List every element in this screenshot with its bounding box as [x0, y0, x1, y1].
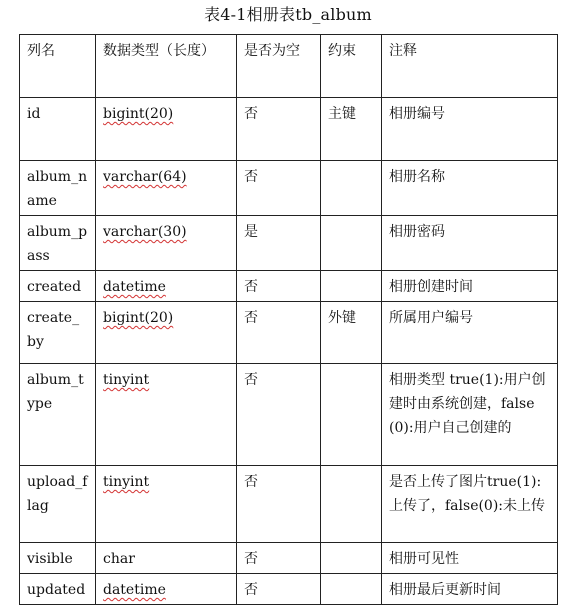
- cell-comment: 相册最后更新时间: [382, 574, 558, 605]
- cell-constraint: [321, 271, 382, 302]
- cell-nullable: 否: [237, 364, 321, 466]
- cell-constraint: [321, 216, 382, 271]
- cell-constraint: [321, 466, 382, 543]
- cell-column-name: album_pass: [20, 216, 96, 271]
- table-row: [20, 364, 558, 466]
- header-data-type: 数据类型（长度）: [96, 35, 237, 98]
- cell-comment: 所属用户编号: [382, 302, 558, 364]
- data-type-text: bigint(20): [103, 106, 174, 122]
- cell-data-type: [96, 216, 237, 271]
- cell-nullable: 是: [237, 216, 321, 271]
- table-row: [20, 216, 558, 271]
- cell-constraint: [321, 574, 382, 605]
- data-type-text: tinyint: [103, 372, 150, 388]
- table-row: [20, 161, 558, 216]
- cell-constraint: [321, 364, 382, 466]
- data-type-text: varchar(30): [103, 224, 187, 240]
- table-row: [20, 271, 558, 302]
- cell-nullable: 否: [237, 302, 321, 364]
- cell-nullable: 否: [237, 466, 321, 543]
- cell-nullable: 否: [237, 161, 321, 216]
- data-type-text: varchar(64): [103, 169, 187, 185]
- schema-table: [19, 34, 558, 605]
- cell-comment: 相册可见性: [382, 543, 558, 574]
- data-type-text: datetime: [103, 279, 166, 295]
- cell-data-type: char: [96, 543, 237, 574]
- cell-comment: 相册密码: [382, 216, 558, 271]
- cell-column-name: created: [20, 271, 96, 302]
- cell-nullable: 否: [237, 98, 321, 161]
- cell-column-name: create_by: [20, 302, 96, 364]
- header-nullable: 是否为空: [237, 35, 321, 98]
- cell-column-name: album_name: [20, 161, 96, 216]
- table-row: [20, 98, 558, 161]
- cell-data-type: [96, 271, 237, 302]
- cell-constraint: 主键: [321, 98, 382, 161]
- table-row: [20, 466, 558, 543]
- cell-data-type: [96, 466, 237, 543]
- cell-comment: 相册类型 true(1):用户创建时由系统创建，false(0):用户自己创建的: [382, 364, 558, 466]
- cell-constraint: [321, 161, 382, 216]
- cell-data-type: [96, 98, 237, 161]
- cell-comment: 相册编号: [382, 98, 558, 161]
- header-column-name: 列名: [20, 35, 96, 98]
- header-row: [20, 35, 558, 98]
- cell-data-type: [96, 302, 237, 364]
- cell-comment: 相册创建时间: [382, 271, 558, 302]
- header-constraint: 约束: [321, 35, 382, 98]
- cell-nullable: 否: [237, 543, 321, 574]
- cell-data-type: [96, 574, 237, 605]
- data-type-text: tinyint: [103, 474, 150, 490]
- cell-constraint: [321, 543, 382, 574]
- cell-nullable: 否: [237, 574, 321, 605]
- cell-nullable: 否: [237, 271, 321, 302]
- cell-column-name: updated: [20, 574, 96, 605]
- data-type-text: bigint(20): [103, 310, 174, 326]
- cell-comment: 相册名称: [382, 161, 558, 216]
- cell-data-type: [96, 364, 237, 466]
- cell-column-name: album_type: [20, 364, 96, 466]
- table-row: [20, 302, 558, 364]
- table-caption: 表4-1相册表tb_album: [204, 5, 372, 24]
- cell-column-name: upload_flag: [20, 466, 96, 543]
- table-row: [20, 543, 558, 574]
- cell-data-type: [96, 161, 237, 216]
- table-row: [20, 574, 558, 605]
- cell-constraint: 外键: [321, 302, 382, 364]
- header-comment: 注释: [382, 35, 558, 98]
- cell-column-name: visible: [20, 543, 96, 574]
- cell-comment: 是否上传了图片true(1):上传了，false(0):未上传: [382, 466, 558, 543]
- cell-column-name: id: [20, 98, 96, 161]
- data-type-text: datetime: [103, 582, 166, 598]
